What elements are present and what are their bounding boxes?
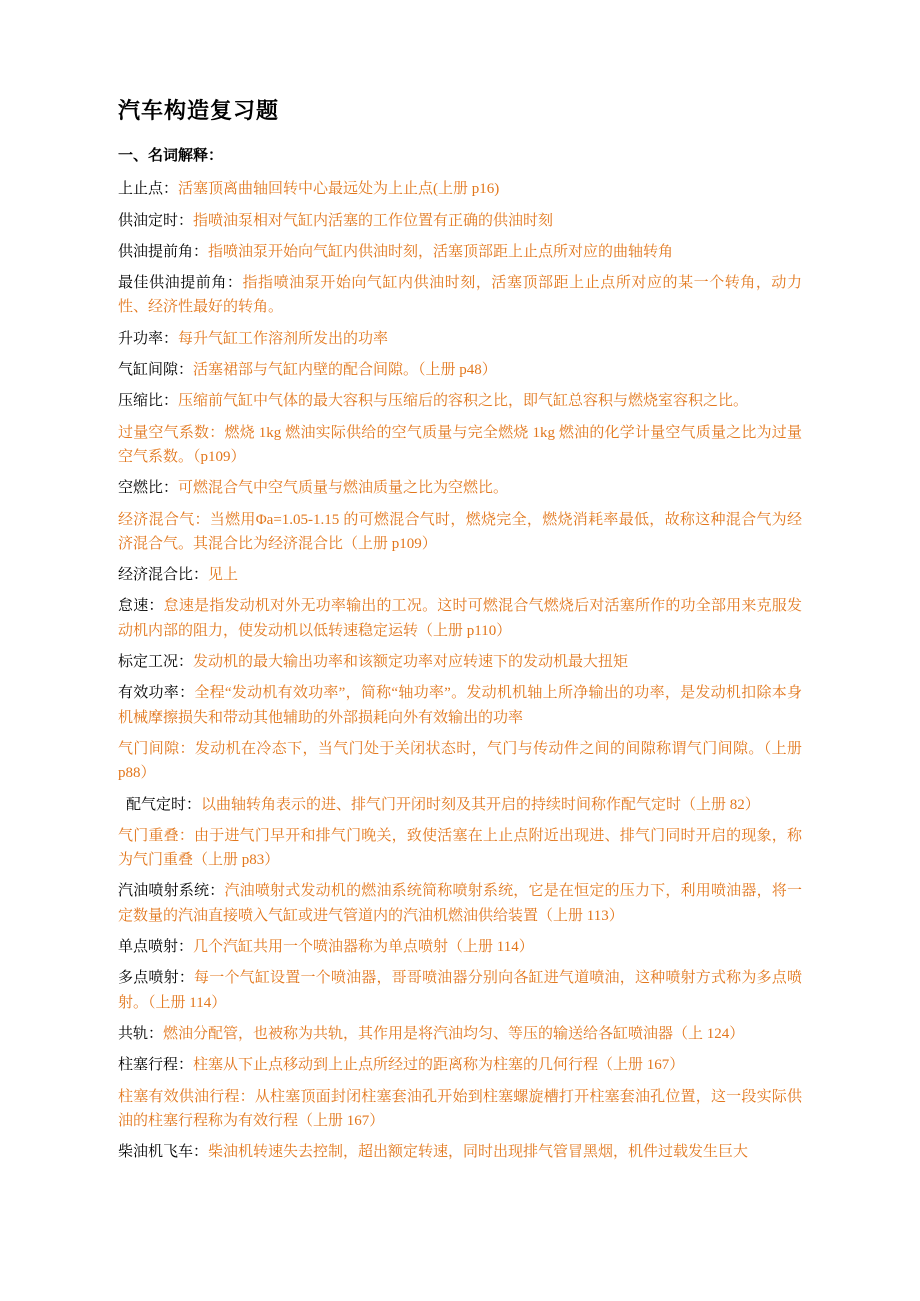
glossary-entry (118, 421, 802, 470)
glossary-entry (118, 1140, 802, 1164)
glossary-term: 升功率： (118, 330, 179, 347)
glossary-definition: 柱塞从下止点移动到上止点所经过的距离称为柱塞的几何行程（上册 167） (193, 1057, 685, 1074)
glossary-term: 柱塞有效供油行程： (118, 1088, 255, 1105)
glossary-term: 过量空气系数： (118, 424, 225, 441)
glossary-entry (118, 209, 802, 233)
glossary-entry (118, 879, 802, 928)
glossary-term: 配气定时： (126, 796, 202, 813)
glossary-entry (118, 824, 802, 873)
glossary-entry-list (118, 177, 802, 1164)
glossary-term: 柱塞行程： (118, 1057, 194, 1074)
glossary-term: 供油提前角： (118, 243, 209, 260)
glossary-term: 多点喷射： (118, 970, 195, 987)
glossary-entry (118, 508, 802, 557)
glossary-term: 柴油机飞车： (118, 1144, 209, 1161)
glossary-term: 汽油喷射系统： (118, 883, 225, 900)
glossary-definition: 当燃用Φa=1.05-1.15 的可燃混合气时，燃烧完全，燃烧消耗率最低，故称这种混合气为经济混合气。其混合比为经济混合比（上册 p109） (118, 511, 802, 552)
glossary-term: 最佳供油提前角： (118, 275, 243, 292)
glossary-term: 标定工况： (118, 654, 194, 671)
glossary-definition: 指喷油泵相对气缸内活塞的工作位置有正确的供油时刻 (193, 212, 554, 229)
glossary-entry (118, 737, 802, 786)
glossary-definition: 发动机在冷态下，当气门处于关闭状态时，气门与传动件之间的间隙称谓气门间隙。（上册 p88） (118, 740, 802, 782)
glossary-definition: 指喷油泵开始向气缸内供油时刻，活塞顶部距上止点所对应的曲轴转角 (208, 243, 674, 260)
glossary-definition: 由于进气门早开和排气门晚关，致使活塞在上止点附近出现进、排气门同时开启的现象，称为气门重叠（上册 p83） (118, 827, 802, 869)
glossary-entry (118, 563, 802, 587)
glossary-term: 供油定时： (118, 212, 194, 229)
section-heading: 一、名词解释： (118, 147, 224, 164)
glossary-entry (118, 240, 802, 264)
glossary-definition: 燃油分配管，也被称为共轨，其作用是将汽油均匀、等压的输送给各缸喷油器（上 124） (163, 1025, 745, 1042)
glossary-definition: 从柱塞顶面封闭柱塞套油孔开始到柱塞螺旋槽打开柱塞套油孔位置，这一段实际供油的柱塞行程称为有效行程（上册 167） (118, 1088, 802, 1129)
glossary-definition: 发动机的最大输出功率和该额定功率对应转速下的发动机最大扭矩 (193, 654, 629, 671)
glossary-definition: 几个汽缸共用一个喷油器称为单点喷射（上册 114） (193, 939, 534, 956)
glossary-entry (118, 793, 802, 817)
glossary-entry (118, 177, 802, 201)
glossary-definition: 怠速是指发动机对外无功率输出的工况。这时可燃混合气燃烧后对活塞所作的功全部用来克服发动机内部的阻力，使发动机以低转速稳定运转（上册 p110） (118, 598, 802, 639)
glossary-definition: 柴油机转速失去控制，超出额定转速，同时出现排气管冒黑烟，机件过载发生巨大 (208, 1144, 749, 1161)
glossary-term: 气缸间隙： (118, 362, 194, 379)
glossary-definition: 可燃混合气中空气质量与燃油质量之比为空燃比。 (178, 480, 509, 497)
glossary-entry (118, 1022, 802, 1046)
glossary-definition: 指指喷油泵开始向气缸内供油时刻，活塞顶部距上止点所对应的某一个转角，动力性、经济性最好的转角。 (118, 275, 802, 316)
glossary-term: 气门重叠： (118, 827, 195, 844)
page-title: 汽车构造复习题 (118, 98, 280, 123)
glossary-definition: 全程“发动机有效功率”，简称“轴功率”。发动机机轴上所净输出的功率，是发动机扣除本身机械摩擦损失和带动其他辅助的外部损耗向外有效输出的功率 (118, 685, 802, 726)
glossary-term: 气门间隙： (118, 740, 195, 757)
glossary-entry (118, 650, 802, 674)
glossary-entry (118, 476, 802, 500)
glossary-term: 共轨： (118, 1025, 164, 1042)
glossary-definition: 压缩前气缸中气体的最大容积与压缩后的容积之比，即气缸总容积与燃烧室容积之比。 (178, 393, 749, 410)
glossary-entry (118, 1053, 802, 1077)
glossary-definition: 活塞裙部与气缸内壁的配合间隙。（上册 p48） (193, 362, 497, 379)
glossary-definition: 汽油喷射式发动机的燃油系统简称喷射系统，它是在恒定的压力下，利用喷油器，将一定数量的汽油直接喷入气缸或进气管道内的汽油机燃油供给装置（上册 113） (118, 883, 802, 924)
glossary-term: 单点喷射： (118, 939, 194, 956)
glossary-entry (118, 358, 802, 382)
glossary-definition: 燃烧 1kg 燃油实际供给的空气质量与完全燃烧 1kg 燃油的化学计量空气质量之比为过量空气系数。（p109） (118, 424, 802, 465)
glossary-term: 上止点： (118, 181, 179, 198)
glossary-definition: 以曲轴转角表示的进、排气门开闭时刻及其开启的持续时间称作配气定时（上册 82） (201, 796, 760, 813)
glossary-entry (118, 327, 802, 351)
glossary-definition: 每一个气缸设置一个喷油器，哥哥喷油器分别向各缸进气道喷油，这种喷射方式称为多点喷射。（上册 114） (118, 970, 802, 1011)
glossary-term: 压缩比： (118, 393, 179, 410)
glossary-definition: 每升气缸工作溶剂所发出的功率 (178, 330, 389, 347)
glossary-entry (118, 389, 802, 413)
glossary-definition: 活塞顶离曲轴回转中心最远处为上止点(上册 p16) (178, 181, 500, 198)
glossary-term: 经济混合气： (118, 511, 210, 528)
glossary-entry (118, 594, 802, 643)
glossary-term: 空燃比： (118, 480, 179, 497)
glossary-entry (118, 1085, 802, 1134)
glossary-entry (118, 271, 802, 320)
glossary-definition: 见上 (208, 567, 239, 584)
glossary-term: 怠速： (118, 598, 164, 615)
glossary-entry (118, 935, 802, 959)
glossary-entry (118, 681, 802, 730)
glossary-entry (118, 966, 802, 1015)
glossary-term: 经济混合比： (118, 567, 209, 584)
glossary-term: 有效功率： (118, 685, 195, 702)
